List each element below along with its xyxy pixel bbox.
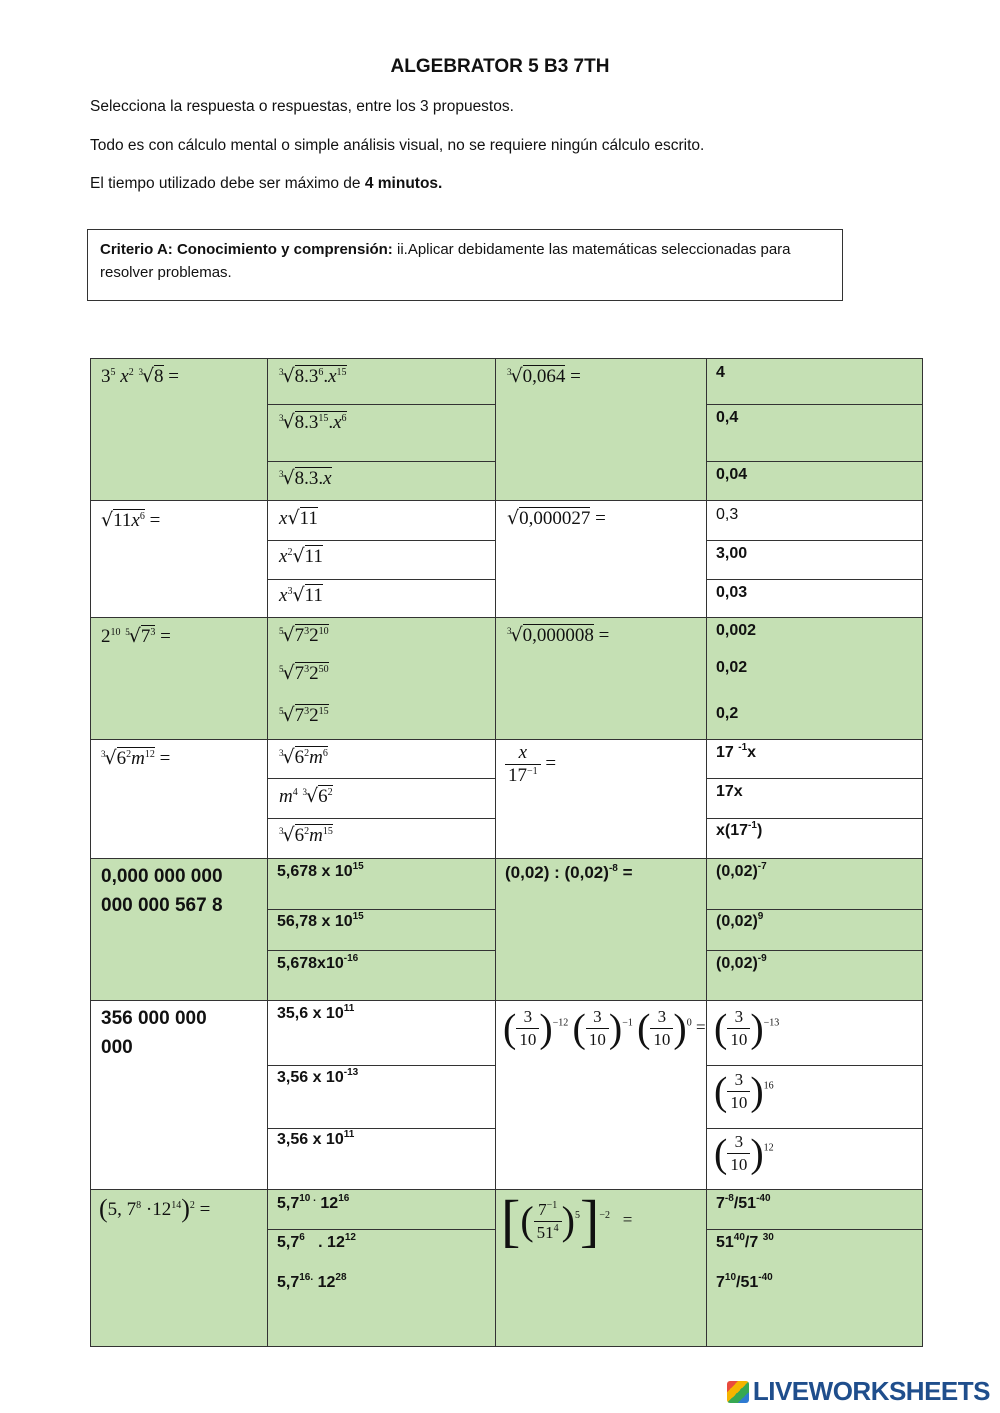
- option-e[interactable]: $(0,02)^9$: [716, 911, 764, 930]
- question-block-2: [90, 500, 923, 618]
- instruction-1: Selecciona la respuesta o respuestas, entre los 3 propuestos.: [90, 98, 514, 115]
- option-d[interactable]: $7^{-8}/51^{-40}$: [716, 1193, 771, 1212]
- option-f[interactable]: $x(17^{-1})$: [716, 820, 763, 839]
- option-a[interactable]: $^3√6^2m^6$: [279, 746, 328, 768]
- criterio-text: ii.Aplicar debidamente las matemáticas seleccionadas para resolver problemas.: [100, 241, 791, 281]
- option-c[interactable]: 3,56 x $10^{11}$: [277, 1129, 355, 1148]
- option-f[interactable]: $7^{10}/51^{-40}$: [716, 1272, 773, 1291]
- question-left: 356 000 000 000: [101, 1008, 207, 1058]
- question-right: √0,000027 =: [507, 507, 606, 529]
- option-a[interactable]: $^3√8.3^6.x^{15}$: [279, 365, 347, 387]
- option-c[interactable]: $^3$√8.3.x: [279, 467, 332, 489]
- option-c[interactable]: $^5√7^32^{15}$: [279, 704, 329, 726]
- option-f[interactable]: 0,04: [716, 466, 748, 483]
- option-a[interactable]: x√11: [279, 507, 318, 529]
- question-left: $^3√6^2m^{12}$ =: [101, 747, 171, 769]
- option-b[interactable]: $5,7^6$ . $12^{12}$: [277, 1232, 356, 1251]
- option-b[interactable]: $^3√8.3^{15}.x^6$: [279, 411, 347, 433]
- option-e[interactable]: $51^{40}/7$ $^{30}$: [716, 1232, 774, 1251]
- instruction-3: El tiempo utilizado debe ser máximo de 4 minutos.: [90, 175, 443, 192]
- instruction-2: Todo es con cálculo mental o simple análisis visual, no se requiere ningún cálculo escrito.: [90, 137, 705, 154]
- option-b[interactable]: $m^4$ $^3√6^2$: [279, 785, 333, 807]
- option-f[interactable]: 0,03: [716, 584, 748, 601]
- page-title: ALGEBRATOR 5 B3 7TH: [390, 56, 610, 77]
- option-c[interactable]: $^3√6^2m^{15}$: [279, 824, 333, 846]
- option-e[interactable]: 0,4: [716, 409, 739, 426]
- option-a[interactable]: $5,7^{10 .}$ $12^{16}$: [277, 1193, 350, 1212]
- question-left: 0,000 000 000 000 000 567 8: [101, 866, 223, 916]
- option-c[interactable]: $5,678x10^{-16}$: [277, 953, 359, 972]
- option-b[interactable]: $x^2√11$: [279, 545, 323, 567]
- option-b[interactable]: $^5√7^32^{50}$: [279, 662, 329, 684]
- option-b[interactable]: 3,56 x $10^{-13}$: [277, 1067, 359, 1086]
- option-b[interactable]: 56,78 x $10^{15}$: [277, 911, 364, 930]
- liveworksheets-logo: LIVEWORKSHEETS: [727, 1376, 990, 1407]
- question-right: $^3$√0,000008 =: [507, 624, 610, 646]
- question-block-6: [90, 1000, 923, 1190]
- question-left: $√11x^6$ =: [101, 509, 161, 531]
- option-d[interactable]: ( $\frac{3}{10}$ )$^{-13}$: [714, 1005, 780, 1051]
- option-c[interactable]: $5,7^{16.}$ $12^{28}$: [277, 1272, 347, 1291]
- criterio-box: [87, 229, 843, 301]
- question-right: $\frac{x}{17^{-1}}$ =: [505, 742, 556, 787]
- option-e[interactable]: 0,02: [716, 659, 748, 676]
- option-a[interactable]: $^5√7^32^{10}$: [279, 624, 329, 646]
- option-e[interactable]: 17x: [716, 783, 743, 800]
- option-d[interactable]: 4: [716, 364, 725, 381]
- question-left: (5, $7^8 \cdot 12^{14})^2$ =: [99, 1194, 211, 1223]
- question-block-7: [90, 1189, 923, 1347]
- option-f[interactable]: 0,2: [716, 705, 739, 722]
- option-d[interactable]: 17 $^{-1}$x: [716, 742, 757, 761]
- question-right: (0,02) : $(0,02)^{-8}$ =: [505, 863, 633, 882]
- question-right: [( $\frac{7^{-1}}{51^4}$ )$^5$]$^{-2}$ =: [501, 1188, 633, 1253]
- question-block-5: [90, 858, 923, 1001]
- question-left: $2^{10}$ $^5√7^3$ =: [101, 625, 171, 647]
- criterio-label: Criterio A: Conocimiento y comprensión:: [100, 241, 393, 258]
- option-e[interactable]: ( $\frac{3}{10}$ )$^{16}$: [714, 1068, 774, 1114]
- option-d[interactable]: $(0,02)^{-7}$: [716, 861, 767, 880]
- option-f[interactable]: ( $\frac{3}{10}$ )$^{12}$: [714, 1130, 774, 1176]
- question-left: $3^5$ $x^2$ $^3$√8 =: [101, 365, 180, 387]
- question-block-1: [90, 358, 923, 501]
- logo-icon: [727, 1381, 749, 1403]
- question-right: $^3$√0,064 =: [507, 365, 581, 387]
- option-a[interactable]: 35,6 x $10^{11}$: [277, 1003, 355, 1022]
- option-c[interactable]: $x^3√11$: [279, 584, 323, 606]
- question-block-3: [90, 617, 923, 740]
- option-a[interactable]: 5,678 x $10^{15}$: [277, 861, 364, 880]
- option-d[interactable]: 0,002: [716, 622, 757, 639]
- option-d[interactable]: 0,3: [716, 506, 739, 523]
- question-right: ( $\frac{3}{10}$ )$^{-12}$ ( $\frac{3}{10}$ )$^{-1}$ ( $\frac{3}{10}$ )$^0$ =: [503, 1005, 706, 1051]
- option-f[interactable]: $(0,02)^{-9}$: [716, 953, 767, 972]
- option-e[interactable]: 3,00: [716, 545, 748, 562]
- question-block-4: [90, 739, 923, 859]
